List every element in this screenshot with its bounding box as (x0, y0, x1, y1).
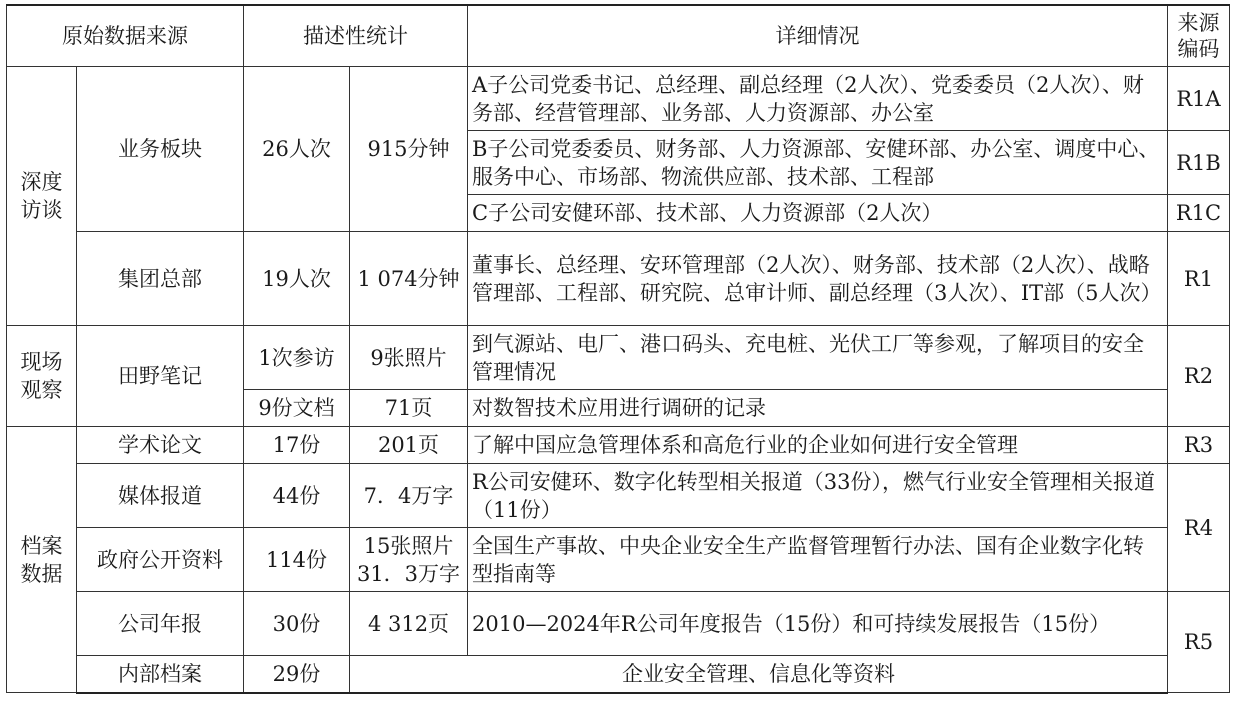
code-r1a: R1A (1168, 67, 1230, 131)
papers-count: 17份 (244, 427, 350, 464)
group-field (7, 326, 77, 427)
detail-media: R公司安健环、数字化转型相关报道（33份），燃气行业安全管理相关报道（11份） (468, 464, 1168, 528)
code-r2: R2 (1168, 326, 1230, 427)
detail-r1: 董事长、总经理、安环管理部（2人次）、财务部、技术部（2人次）、战略管理部、工程部、研究院、总审计师、副总经理（3人次）、IT部（5人次） (468, 232, 1168, 326)
code-r1: R1 (1168, 232, 1230, 326)
group-interview-line1: 深度 (20, 170, 63, 194)
row-label-annual: 公司年报 (77, 592, 244, 656)
fieldnotes-doc-amount: 71页 (350, 390, 468, 427)
group-interview (7, 67, 77, 326)
detail-visit: 到气源站、电厂、港口码头、充电桩、光伏工厂等参观，了解项目的安全管理情况 (468, 326, 1168, 390)
code-r4: R4 (1168, 464, 1230, 592)
hq-count: 19人次 (244, 232, 350, 326)
row-label-gov: 政府公开资料 (77, 528, 244, 592)
code-r1c: R1C (1168, 195, 1230, 232)
table-row (7, 232, 1230, 326)
hq-amount: 1 074分钟 (350, 232, 468, 326)
table-row (7, 528, 1230, 592)
header-source: 原始数据来源 (7, 5, 244, 67)
annual-amount: 4 312页 (350, 592, 468, 656)
detail-docs: 对数智技术应用进行调研的记录 (468, 390, 1168, 427)
table-row (7, 464, 1230, 528)
header-detail: 详细情况 (468, 5, 1168, 67)
table-row (7, 326, 1230, 390)
detail-annual: 2010—2024年R公司年度报告（15份）和可持续发展报告（15份） (468, 592, 1168, 656)
gov-amount-line1: 15张照片 (363, 533, 454, 558)
fieldnotes-doc-count: 9份文档 (244, 390, 350, 427)
internal-count: 29份 (244, 656, 350, 693)
header-code (1168, 5, 1230, 67)
code-r3: R3 (1168, 427, 1230, 464)
header-row (7, 5, 1230, 67)
data-source-table (6, 4, 1230, 694)
gov-amount-line2: 31．3万字 (356, 561, 461, 586)
table-row (7, 427, 1230, 464)
business-count: 26人次 (244, 67, 350, 232)
detail-gov: 全国生产事故、中央企业安全生产监督管理暂行办法、国有企业数字化转型指南等 (468, 528, 1168, 592)
business-amount: 915分钟 (350, 67, 468, 232)
detail-r1a: A子公司党委书记、总经理、副总经理（2人次）、党委委员（2人次）、财务部、经营管理部、业务部、人力资源部、办公室 (468, 67, 1168, 131)
group-field-line1: 现场 (20, 350, 63, 374)
header-stats: 描述性统计 (244, 5, 468, 67)
row-label-internal: 内部档案 (77, 656, 244, 693)
header-code-line2: 编码 (1177, 37, 1220, 61)
fieldnotes-visit-amount: 9张照片 (350, 326, 468, 390)
detail-r1b: B子公司党委委员、财务部、人力资源部、安健环部、办公室、调度中心、服务中心、市场部、物流供应部、技术部、工程部 (468, 131, 1168, 195)
gov-amount (350, 528, 468, 592)
table-row (7, 67, 1230, 131)
annual-count: 30份 (244, 592, 350, 656)
detail-r1c: C子公司安健环部、技术部、人力资源部（2人次） (468, 195, 1168, 232)
group-field-line2: 观察 (20, 378, 63, 402)
code-r5: R5 (1168, 592, 1230, 693)
gov-count: 114份 (244, 528, 350, 592)
row-label-hq: 集团总部 (77, 232, 244, 326)
detail-internal: 企业安全管理、信息化等资料 (350, 656, 1168, 693)
row-label-business: 业务板块 (77, 67, 244, 232)
media-count: 44份 (244, 464, 350, 528)
table-row (7, 592, 1230, 656)
detail-papers: 了解中国应急管理体系和高危行业的企业如何进行安全管理 (468, 427, 1168, 464)
group-interview-line2: 访谈 (20, 198, 63, 222)
group-archive (7, 427, 77, 693)
media-amount: 7．4万字 (350, 464, 468, 528)
row-label-papers: 学术论文 (77, 427, 244, 464)
code-r1b: R1B (1168, 131, 1230, 195)
table-row (7, 656, 1230, 693)
group-archive-line1: 档案 (20, 533, 63, 558)
header-code-line1: 来源 (1177, 11, 1220, 35)
group-archive-line2: 数据 (20, 561, 63, 586)
papers-amount: 201页 (350, 427, 468, 464)
row-label-media: 媒体报道 (77, 464, 244, 528)
row-label-fieldnotes: 田野笔记 (77, 326, 244, 427)
fieldnotes-visit-count: 1次参访 (244, 326, 350, 390)
